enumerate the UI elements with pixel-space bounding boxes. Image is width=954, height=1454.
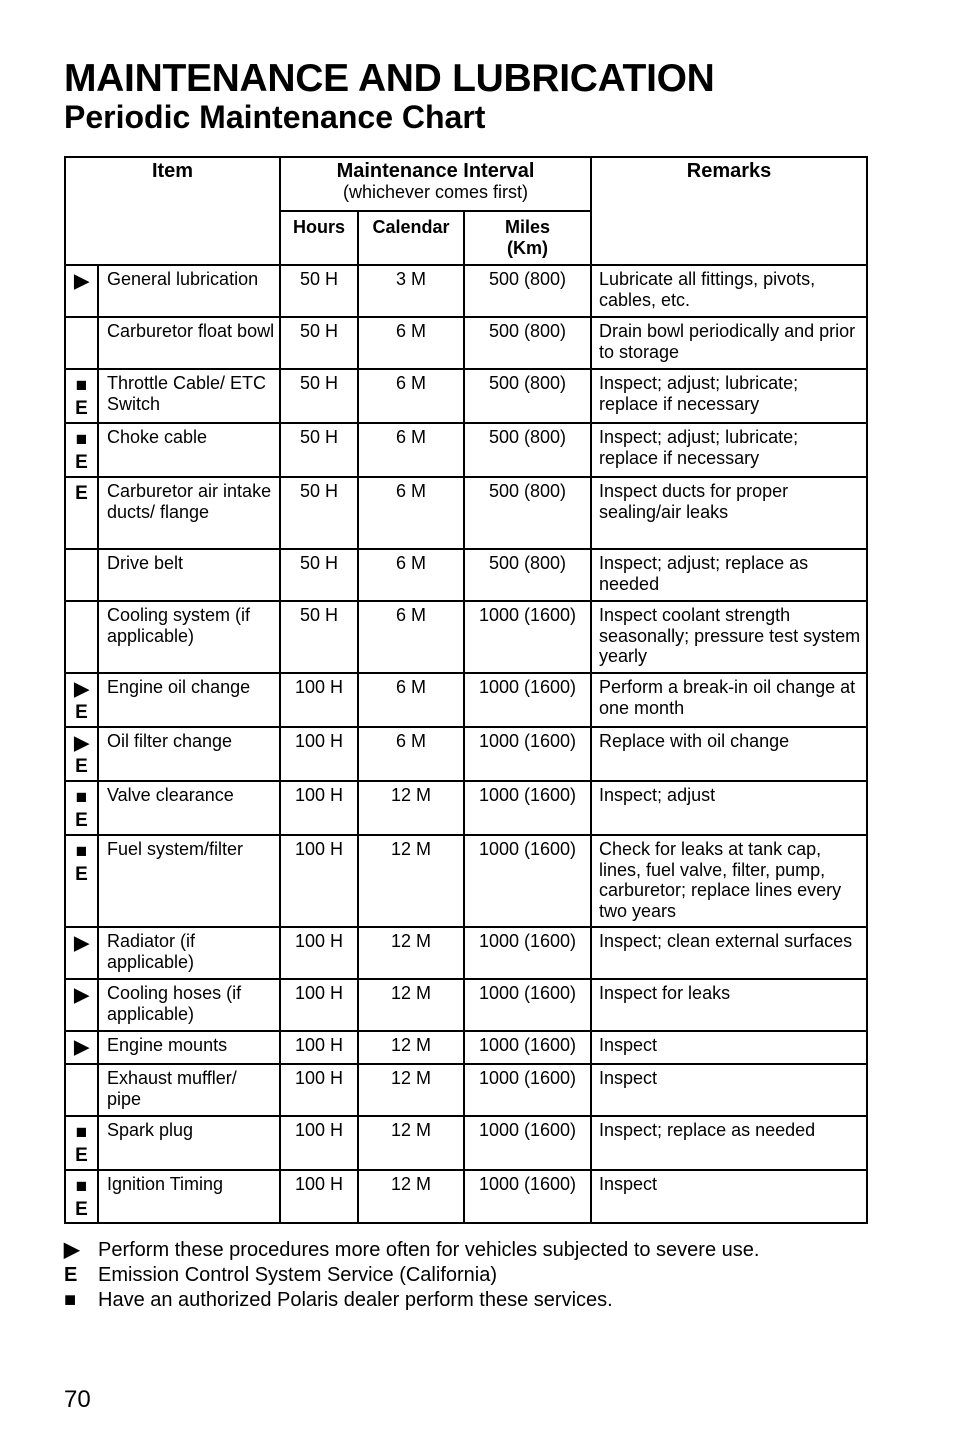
table-row (65, 979, 867, 1031)
item-cell: Ignition Timing (98, 1170, 280, 1223)
item-cell: Fuel system/filter (98, 835, 280, 927)
miles-cell: 1000 (1600) (464, 781, 591, 835)
service-symbols (65, 601, 98, 673)
header-item: Item (65, 157, 280, 265)
calendar-cell: 12 M (358, 927, 464, 979)
table-row (65, 727, 867, 781)
remarks-cell: Inspect; adjust; replace as needed (591, 549, 867, 601)
table-row (65, 1064, 867, 1116)
hours-cell: 100 H (280, 1116, 358, 1170)
item-cell: Radiator (if applicable) (98, 927, 280, 979)
calendar-cell: 12 M (358, 1064, 464, 1116)
symbol-marker: ■ (75, 787, 88, 808)
symbol-marker: E (75, 1145, 88, 1166)
service-symbols (65, 1064, 98, 1116)
table-row (65, 781, 867, 835)
table-row (65, 317, 867, 369)
symbol-marker: E (75, 452, 88, 473)
symbol-marker: E (75, 810, 88, 831)
item-cell: Carburetor air intake ducts/ flange (98, 477, 280, 549)
header-remarks: Remarks (591, 157, 867, 265)
symbol-marker: E (75, 756, 88, 777)
symbol-marker: ■ (75, 841, 88, 862)
legend-item-emission (64, 1263, 759, 1288)
item-cell: Spark plug (98, 1116, 280, 1170)
remarks-cell: Inspect (591, 1031, 867, 1064)
remarks-cell: Perform a break-in oil change at one month (591, 673, 867, 727)
hours-cell: 100 H (280, 1031, 358, 1064)
calendar-cell: 6 M (358, 727, 464, 781)
service-symbols (65, 1031, 98, 1064)
service-symbols (65, 979, 98, 1031)
hours-cell: 50 H (280, 601, 358, 673)
symbol-marker: E (75, 398, 88, 419)
item-cell: Exhaust muffler/ pipe (98, 1064, 280, 1116)
table-row (65, 601, 867, 673)
remarks-cell: Drain bowl periodically and prior to storage (591, 317, 867, 369)
calendar-cell: 12 M (358, 1031, 464, 1064)
miles-cell: 1000 (1600) (464, 673, 591, 727)
item-cell: Throttle Cable/ ETC Switch (98, 369, 280, 423)
header-hours: Hours (280, 211, 358, 265)
hours-cell: 100 H (280, 1064, 358, 1116)
calendar-cell: 12 M (358, 781, 464, 835)
miles-cell: 1000 (1600) (464, 835, 591, 927)
service-symbols (65, 317, 98, 369)
service-symbols (65, 369, 98, 423)
table-row (65, 369, 867, 423)
calendar-cell: 12 M (358, 835, 464, 927)
miles-cell: 500 (800) (464, 369, 591, 423)
remarks-cell: Inspect; adjust; lubricate; replace if necessary (591, 369, 867, 423)
symbol-marker: ▶ (74, 679, 89, 700)
header-calendar: Calendar (358, 211, 464, 265)
calendar-cell: 12 M (358, 1116, 464, 1170)
calendar-cell: 6 M (358, 673, 464, 727)
remarks-cell: Inspect; adjust; lubricate; replace if necessary (591, 423, 867, 477)
table-row (65, 477, 867, 549)
item-cell: Carburetor float bowl (98, 317, 280, 369)
header-interval-note: (whichever comes first) (342, 181, 529, 202)
service-symbols (65, 265, 98, 317)
symbol-marker: ▶ (74, 933, 89, 954)
calendar-cell: 6 M (358, 369, 464, 423)
item-cell: Cooling hoses (if applicable) (98, 979, 280, 1031)
page-subtitle: Periodic Maintenance Chart (64, 99, 486, 135)
hours-cell: 50 H (280, 369, 358, 423)
remarks-cell: Inspect; adjust (591, 781, 867, 835)
hours-cell: 100 H (280, 673, 358, 727)
miles-cell: 500 (800) (464, 423, 591, 477)
hours-cell: 100 H (280, 979, 358, 1031)
table-row (65, 265, 867, 317)
calendar-cell: 12 M (358, 979, 464, 1031)
table-row (65, 423, 867, 477)
service-symbols (65, 781, 98, 835)
hours-cell: 50 H (280, 549, 358, 601)
symbol-marker: ▶ (74, 985, 89, 1006)
item-cell: Drive belt (98, 549, 280, 601)
maintenance-chart-body (65, 265, 867, 1223)
hours-cell: 50 H (280, 317, 358, 369)
table-row (65, 1031, 867, 1064)
header-miles: Miles (Km) (464, 211, 591, 265)
emission-e-marker: E (64, 1264, 78, 1286)
hours-cell: 50 H (280, 423, 358, 477)
symbol-marker: ■ (75, 1176, 88, 1197)
miles-cell: 1000 (1600) (464, 601, 591, 673)
page-number: 70 (64, 1386, 91, 1413)
service-symbols (65, 423, 98, 477)
hours-cell: 50 H (280, 477, 358, 549)
service-symbols (65, 477, 98, 549)
remarks-cell: Check for leaks at tank cap, lines, fuel valve, filter, pump, carburetor; replace lines every two years (591, 835, 867, 927)
symbol-marker: ■ (75, 375, 88, 396)
legend-item-dealer (64, 1288, 759, 1313)
symbol-marker: ▶ (74, 1037, 89, 1058)
hours-cell: 100 H (280, 835, 358, 927)
remarks-cell: Lubricate all fittings, pivots, cables, etc. (591, 265, 867, 317)
symbol-marker: E (75, 1199, 88, 1220)
remarks-cell: Inspect (591, 1064, 867, 1116)
miles-cell: 500 (800) (464, 477, 591, 549)
calendar-cell: 6 M (358, 601, 464, 673)
item-cell: Cooling system (if applicable) (98, 601, 280, 673)
symbol-marker: ■ (75, 1122, 88, 1143)
symbol-marker: ▶ (74, 733, 89, 754)
service-symbols (65, 927, 98, 979)
miles-cell: 1000 (1600) (464, 1170, 591, 1223)
hours-cell: 100 H (280, 1170, 358, 1223)
table-row (65, 927, 867, 979)
symbol-marker: E (75, 864, 88, 885)
item-cell: Engine mounts (98, 1031, 280, 1064)
service-symbols (65, 835, 98, 927)
remarks-cell: Replace with oil change (591, 727, 867, 781)
square-icon: ■ (64, 1289, 77, 1311)
service-symbols (65, 1116, 98, 1170)
table-row (65, 549, 867, 601)
remarks-cell: Inspect; clean external surfaces (591, 927, 867, 979)
legend-text: Perform these procedures more often for vehicles subjected to severe use. (98, 1239, 760, 1261)
legend-text: Emission Control System Service (California) (98, 1264, 498, 1286)
miles-cell: 500 (800) (464, 317, 591, 369)
header-maintenance-interval: Maintenance Interval (whichever comes first) (280, 157, 591, 211)
calendar-cell: 12 M (358, 1170, 464, 1223)
hours-cell: 100 H (280, 927, 358, 979)
miles-cell: 1000 (1600) (464, 1116, 591, 1170)
legend-text: Have an authorized Polaris dealer perform these services. (98, 1289, 613, 1311)
calendar-cell: 6 M (358, 317, 464, 369)
service-symbols (65, 1170, 98, 1223)
table-row (65, 1116, 867, 1170)
item-cell: Choke cable (98, 423, 280, 477)
calendar-cell: 6 M (358, 423, 464, 477)
service-symbols (65, 727, 98, 781)
item-cell: General lubrication (98, 265, 280, 317)
table-row (65, 1170, 867, 1223)
table-row (65, 673, 867, 727)
legend-item-severe-use (64, 1238, 759, 1263)
miles-cell: 1000 (1600) (464, 1064, 591, 1116)
miles-cell: 1000 (1600) (464, 1031, 591, 1064)
calendar-cell: 3 M (358, 265, 464, 317)
hours-cell: 100 H (280, 727, 358, 781)
hours-cell: 100 H (280, 781, 358, 835)
miles-cell: 500 (800) (464, 549, 591, 601)
triangle-icon: ▶ (64, 1239, 80, 1261)
page-title: MAINTENANCE AND LUBRICATION (64, 57, 715, 100)
hours-cell: 50 H (280, 265, 358, 317)
miles-cell: 1000 (1600) (464, 727, 591, 781)
service-symbols (65, 549, 98, 601)
item-cell: Engine oil change (98, 673, 280, 727)
item-cell: Oil filter change (98, 727, 280, 781)
remarks-cell: Inspect; replace as needed (591, 1116, 867, 1170)
remarks-cell: Inspect (591, 1170, 867, 1223)
symbol-marker: ▶ (74, 271, 89, 292)
remarks-cell: Inspect for leaks (591, 979, 867, 1031)
remarks-cell: Inspect coolant strength seasonally; pressure test system yearly (591, 601, 867, 673)
symbol-marker: E (75, 702, 88, 723)
miles-cell: 1000 (1600) (464, 979, 591, 1031)
calendar-cell: 6 M (358, 477, 464, 549)
symbol-marker: ■ (75, 429, 88, 450)
symbol-marker: E (75, 483, 88, 504)
legend (64, 1238, 759, 1313)
remarks-cell: Inspect ducts for proper sealing/air leaks (591, 477, 867, 549)
table-row (65, 835, 867, 927)
miles-cell: 1000 (1600) (464, 927, 591, 979)
calendar-cell: 6 M (358, 549, 464, 601)
miles-cell: 500 (800) (464, 265, 591, 317)
service-symbols (65, 673, 98, 727)
maintenance-chart-table (64, 156, 868, 1224)
item-cell: Valve clearance (98, 781, 280, 835)
